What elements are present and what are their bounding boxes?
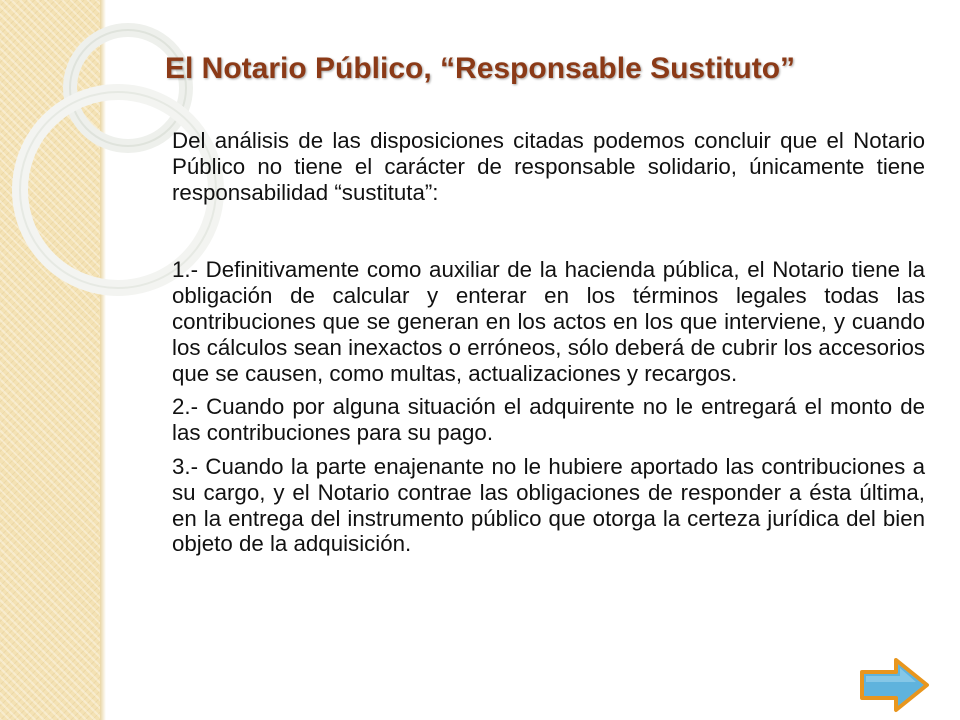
slide-body: [172, 128, 925, 565]
list-item-2: 2.- Cuando por alguna situación el adquirente no le entregará el monto de las contribuciones para su pago.: [172, 394, 925, 446]
arrow-right-icon: [856, 655, 932, 715]
list-item-1: 1.- Definitivamente como auxiliar de la hacienda pública, el Notario tiene la obligación de calcular y enterar en los términos legales todas las contribuciones que se generan en los actos en los que interviene, y cuando los cálculos sean inexactos o erróneos, sólo deberá de cubrir los accesorios que se causen, como multas, actualizaciones y recargos.: [172, 257, 925, 386]
list-item-3: 3.- Cuando la parte enajenante no le hubiere aportado las contribuciones a su cargo, y el Notario contrae las obligaciones de responder a ésta última, en la entrega del instrumento público que otorga la certeza jurídica del bien objeto de la adquisición.: [172, 453, 925, 557]
next-slide-button[interactable]: [856, 655, 932, 715]
decorative-side-strip: [0, 0, 100, 720]
decorative-side-edge: [100, 0, 106, 720]
slide-title: El Notario Público, “Responsable Sustituto”: [165, 52, 796, 85]
intro-paragraph: Del análisis de las disposiciones citadas podemos concluir que el Notario Público no tiene el carácter de responsable solidario, únicamente tiene responsabilidad “sustituta”:: [172, 128, 925, 205]
